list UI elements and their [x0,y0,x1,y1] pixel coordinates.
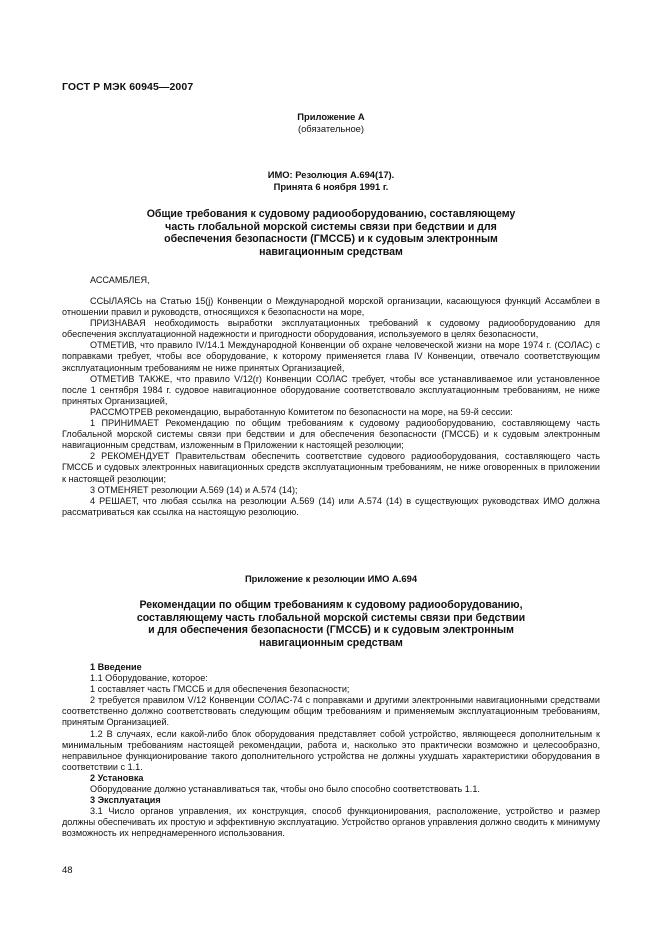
section-heading: 3 Эксплуатация [90,795,161,806]
section-heading: 1 Введение [90,662,142,672]
annex-body [62,662,600,840]
resolution-number: ИМО: Резолюция А.694(17). [267,169,395,180]
standard-header: ГОСТ Р МЭК 60945—2007 [62,81,194,93]
annex-title-line: составляющему часть глобальной морской системы связи при бедствии [136,611,526,624]
annex-title [112,599,550,649]
body-paragraph: РАССМОТРЕВ рекомендацию, выработанную Комитетом по безопасности на море, на 59-й сессии: [90,406,513,417]
annex-title-line: навигационным средствам [259,636,403,649]
main-title-line: Общие требования к судовому радиооборудованию, составляющему [146,208,516,220]
main-title-line: часть глобальной морской системы связи при бедствии и для [165,220,497,233]
body-paragraph: 1 ПРИНИМАЕТ Рекомендацию по общим требованиям к судовому радиооборудованию, составляющему часть Глобальной морской системы связи при бедствии и для обеспечения безопасности (ГМССБ) и к судовым электронным навигационным средствам, изложенным в Приложении к настоящей резолюции; [62,418,600,451]
body-paragraph: 1 составляет часть ГМССБ и для обеспечения безопасности; [90,684,350,695]
appendix-heading [62,111,600,135]
resolution-body [62,296,600,518]
assembly-text: АССАМБЛЕЯ, [90,275,150,285]
section-heading: 2 Установка [90,772,144,783]
body-paragraph: 2 РЕКОМЕНДУЕТ Правительствам обеспечить соответствие судового радиооборудования, составляющего часть ГМССБ и судовых электронных навигационных средств эксплуатационным требованиям, не ниже оговоренных в приложении к настоящей резолюции; [62,451,600,484]
annex-title-line: и для обеспечения безопасности (ГМССБ) и к судовым электронным [148,624,514,637]
appendix-title: Приложение А [297,111,365,122]
body-paragraph: 1.1 Оборудование, которое: [90,673,208,684]
body-paragraph: ОТМЕТИВ, что правило IV/14.1 Международной Конвенции об охране человеческой жизни на море 1974 г. (СОЛАС) с поправками требует, чтобы все оборудование, к которому применяется глава IV Конвенции, отвечало соответствующим эксплуатационным требованиям не ниже принятых Организацией, [62,340,600,373]
body-paragraph: ОТМЕТИВ ТАКЖЕ, что правило V/12(r) Конвенции СОЛАС требует, чтобы все устанавливаемое или установленное после 1 сентября 1984 г. судовое навигационное оборудование соответствовало эксплуатационным требованиям, не ниже принятых Организацией, [62,373,600,406]
body-paragraph: 2 требуется правилом V/12 Конвенции СОЛАС-74 с поправками и другими электронными навигационными средствами соответственно должно соответствовать следующим общим требованиям и применяемым эксплуатационным требованиям, принятым Организацией. [62,695,600,728]
resolution-date: Принята 6 ноября 1991 г. [273,181,389,192]
resolution-heading [62,169,600,193]
body-paragraph: ССЫЛАЯСЬ на Статью 15(j) Конвенции о Международной морской организации, касающуюся функций Ассамблеи в отношении правил и руководств, относящихся к безопасности на море, [62,296,600,318]
main-title-line: навигационным средствам [259,245,403,258]
main-title-line: обеспечения безопасности (ГМССБ) и к судовым электронным [164,233,498,246]
assembly-label [62,275,600,286]
body-paragraph: 4 РЕШАЕТ, что любая ссылка на резолюции А.569 (14) или А.574 (14) в существующих руководствах ИМО должна рассматриваться как ссылка на настоящую резолюцию. [62,495,600,517]
annex-heading: Приложение к резолюции ИМО А.694 [244,573,418,584]
body-paragraph: 1.2 В случаях, если какой-либо блок оборудования представляет собой устройство, являющееся дополнительным к минимальным требованиям настоящей рекомендации, работа и, насколько это практически возможно и целесообразно, неправильное функционирование такого дополнительного устройства не должны ухудшать характеристики оборудования в соответствии с 1.1. [62,728,600,772]
main-title [112,208,550,258]
body-paragraph: 3 ОТМЕНЯЕТ резолюции А.569 (14) и А.574 (14); [90,484,298,495]
body-paragraph: ПРИЗНАВАЯ необходимость выработки эксплуатационных требований к судовому радиооборудованию для обеспечения эксплуатационной надежности и пригодности оборудования, используемого в целях безопасности, [62,318,600,340]
page-number: 48 [62,865,73,876]
annex-title-line: Рекомендации по общим требованиям к судовому радиооборудованию, [139,599,523,611]
body-paragraph: Оборудование должно устанавливаться так, чтобы оно было способно соответствовать 1.1. [90,784,480,795]
appendix-status: (обязательное) [297,123,365,134]
body-paragraph: 3.1 Число органов управления, их конструкция, способ функционирования, расположение, устройство и размер должны обеспечивать их простую и эффективную эксплуатацию. Устройство органов управления должно сводить к минимуму возможность их непреднамеренного использования. [62,806,600,839]
